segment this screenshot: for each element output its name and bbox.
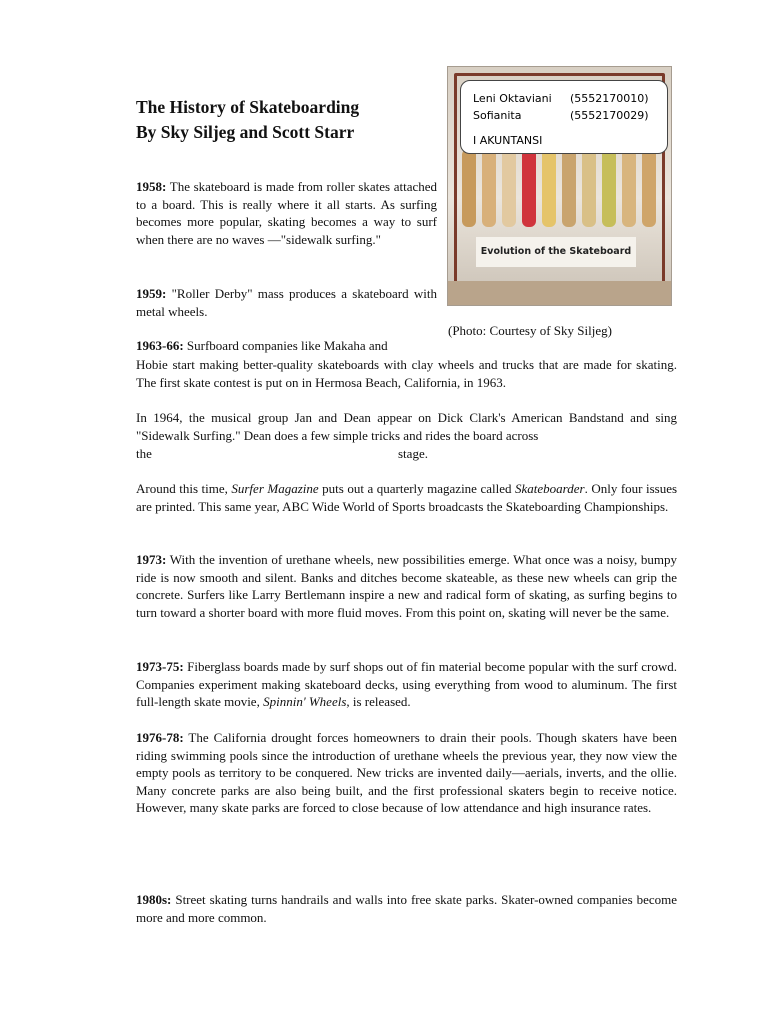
photo-label: Evolution of the Skateboard: [476, 237, 636, 267]
paragraph-1958: 1958: The skateboard is made from roller skates attached to a board. This is really where it all starts. As surfing becomes more popular, skating becomes a way to surf when there are no waves —"sidewalk surfing.": [136, 179, 438, 247]
paragraph-1963-body: Hobie start making better-quality skateboards with clay wheels and trucks that are made for skating. The first skate contest is put on in Hermosa Beach, California, in 1963.: [136, 357, 677, 390]
document-title: [136, 95, 436, 145]
author-id-2: (5552170029): [570, 109, 649, 122]
paragraph-1964-stage: stage.: [398, 446, 428, 461]
paragraph-1976-78: 1976-78: The California drought forces homeowners to drain their pools. Though skaters have been riding swimming pools since the introduction of urethane wheels the previous year, they now view the empty pools as territory to be conquered. New tricks are invented daily—aerials, inverts, and the ollie. Many concrete parks are also being built, and the first professional skaters begin to receive notice. However, many skate parks are forced to close because of low attendance and high insurance rates.: [136, 730, 677, 816]
paragraph-1980s: 1980s: Street skating turns handrails and walls into free skate parks. Skater-owned companies become more and more common.: [136, 892, 677, 925]
paragraph-1964-the: the: [136, 446, 152, 461]
photo-caption: (Photo: Courtesy of Sky Siljeg): [448, 323, 612, 338]
author-name-2: Sofianita: [473, 109, 522, 122]
paragraph-1963-line1: 1963-66: Surfboard companies like Makaha and: [136, 338, 388, 353]
year-1973: 1973:: [136, 552, 167, 567]
year-1963: 1963-66:: [136, 338, 184, 353]
paragraph-1964: In 1964, the musical group Jan and Dean appear on Dick Clark's American Bandstand and sing "Sidewalk Surfing." Dean does a few simple tricks and rides the board across: [136, 410, 677, 443]
title-line-1: The History of Skateboarding: [136, 97, 360, 117]
magazine-title-skateboarder: Skateboarder: [515, 481, 585, 496]
year-1976-78: 1976-78:: [136, 730, 184, 745]
class-label: I AKUNTANSI: [473, 134, 543, 147]
author-name-1: Leni Oktaviani: [473, 92, 552, 105]
paragraph-around-this-time: Around this time, Surfer Magazine puts out a quarterly magazine called Skateboarder. Only four issues are printed. This same year, ABC Wide World of Sports broadcasts the Skateboarding Championships.: [136, 481, 678, 514]
paragraph-1973: 1973: With the invention of urethane wheels, new possibilities emerge. What once was a noisy, bumpy ride is now smooth and silent. Banks and ditches become skateable, as these new wheels can grip the concrete. Surfers like Larry Bertlemann inspire a new and radical form of skating, as surfing begins to turn toward a shorter board with more fluid moves. From this point on, skating will never be the same.: [136, 552, 677, 620]
year-1973-75: 1973-75:: [136, 659, 184, 674]
paragraph-1973-75: 1973-75: Fiberglass boards made by surf shops out of fin material become popular with the surf crowd. Companies experiment making skateboard decks, using everything from wood to aluminum. The first full-length skate movie, Spinnin' Wheels, is released.: [136, 659, 677, 710]
movie-title: Spinnin' Wheels: [263, 694, 347, 710]
author-textbox: [460, 80, 668, 154]
year-1980s: 1980s:: [136, 892, 172, 907]
year-1959: 1959:: [136, 286, 167, 301]
year-1958: 1958:: [136, 179, 167, 194]
magazine-title-surfer: Surfer Magazine: [231, 481, 319, 496]
author-id-1: (5552170010): [570, 92, 649, 105]
paragraph-1959: 1959: "Roller Derby" mass produces a skateboard with metal wheels.: [136, 286, 438, 319]
title-line-2: By Sky Siljeg and Scott Starr: [136, 122, 355, 142]
